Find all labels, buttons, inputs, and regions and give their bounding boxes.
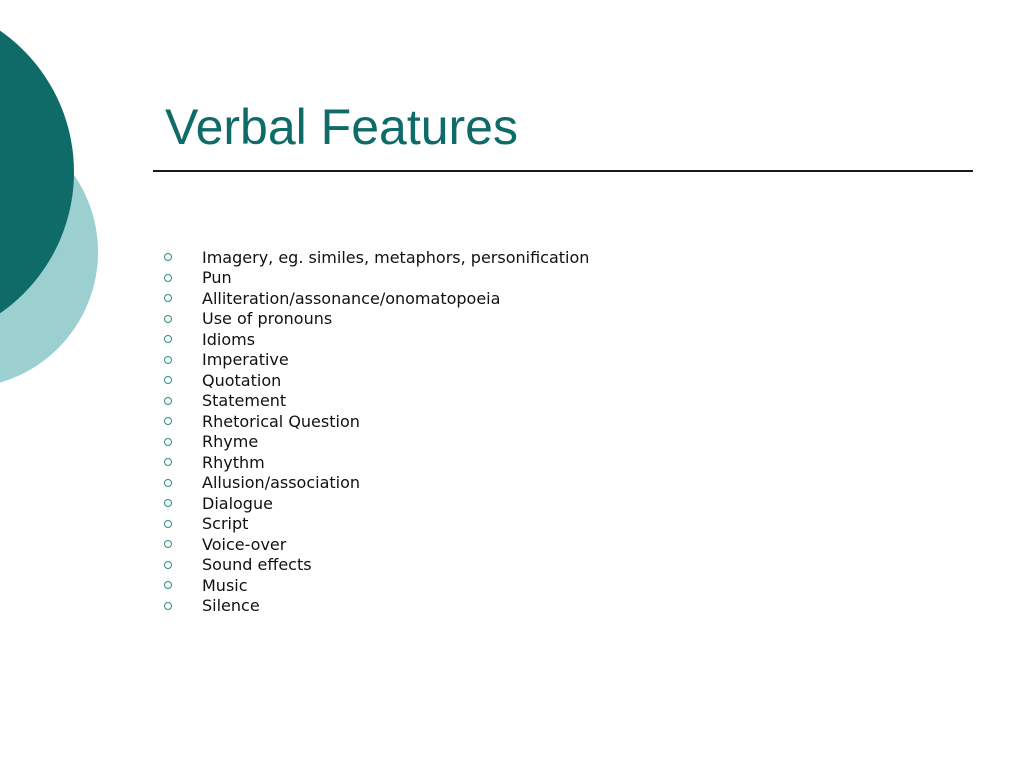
bullet-text: Voice-over [202, 534, 287, 554]
bullet-circle-icon [164, 540, 172, 548]
bullet-circle-icon [164, 356, 172, 364]
bullet-circle-icon [164, 561, 172, 569]
bullet-circle-icon [164, 376, 172, 384]
bullet-text: Alliteration/assonance/onomatopoeia [202, 288, 501, 308]
bullet-item [163, 268, 589, 289]
bullet-circle-icon [164, 499, 172, 507]
bullet-item [163, 473, 589, 494]
bullet-circle-icon [164, 335, 172, 343]
bullet-item [163, 411, 589, 432]
bullet-item [163, 596, 589, 617]
bullet-circle-icon [164, 274, 172, 282]
bullet-item [163, 555, 589, 576]
bullet-circle-icon [164, 520, 172, 528]
bullet-item [163, 350, 589, 371]
bullet-text: Rhetorical Question [202, 411, 360, 431]
bullet-item [163, 493, 589, 514]
bullet-circle-icon [164, 479, 172, 487]
bullet-text: Dialogue [202, 493, 273, 513]
bullet-text: Rhyme [202, 432, 259, 452]
bullet-circle-icon [164, 458, 172, 466]
bullet-item [163, 370, 589, 391]
bullet-item [163, 391, 589, 412]
bullet-item [163, 575, 589, 596]
title-divider [153, 170, 973, 172]
decorative-circles [0, 0, 110, 410]
bullet-text: Silence [202, 596, 260, 616]
bullet-text: Quotation [202, 370, 282, 390]
bullet-list [163, 247, 589, 616]
bullet-circle-icon [164, 294, 172, 302]
bullet-circle-icon [164, 397, 172, 405]
bullet-item [163, 247, 589, 268]
bullet-item [163, 534, 589, 555]
bullet-item [163, 288, 589, 309]
bullet-item [163, 309, 589, 330]
bullet-item [163, 514, 589, 535]
bullet-circle-icon [164, 253, 172, 261]
bullet-circle-icon [164, 602, 172, 610]
bullet-text: Imagery, eg. similes, metaphors, personification [202, 247, 590, 267]
bullet-text: Music [202, 575, 248, 595]
bullet-circle-icon [164, 315, 172, 323]
bullet-item [163, 432, 589, 453]
bullet-text: Statement [202, 391, 287, 411]
bullet-text: Imperative [202, 350, 289, 370]
bullet-text: Script [202, 514, 249, 534]
bullet-text: Idioms [202, 329, 256, 349]
bullet-text: Sound effects [202, 555, 312, 575]
bullet-text: Use of pronouns [202, 309, 333, 329]
bullet-item [163, 452, 589, 473]
bullet-circle-icon [164, 417, 172, 425]
bullet-text: Pun [202, 268, 232, 288]
bullet-text: Allusion/association [202, 473, 361, 493]
slide-title: Verbal Features [165, 99, 518, 155]
bullet-item [163, 329, 589, 350]
bullet-circle-icon [164, 438, 172, 446]
bullet-text: Rhythm [202, 452, 265, 472]
bullet-circle-icon [164, 581, 172, 589]
